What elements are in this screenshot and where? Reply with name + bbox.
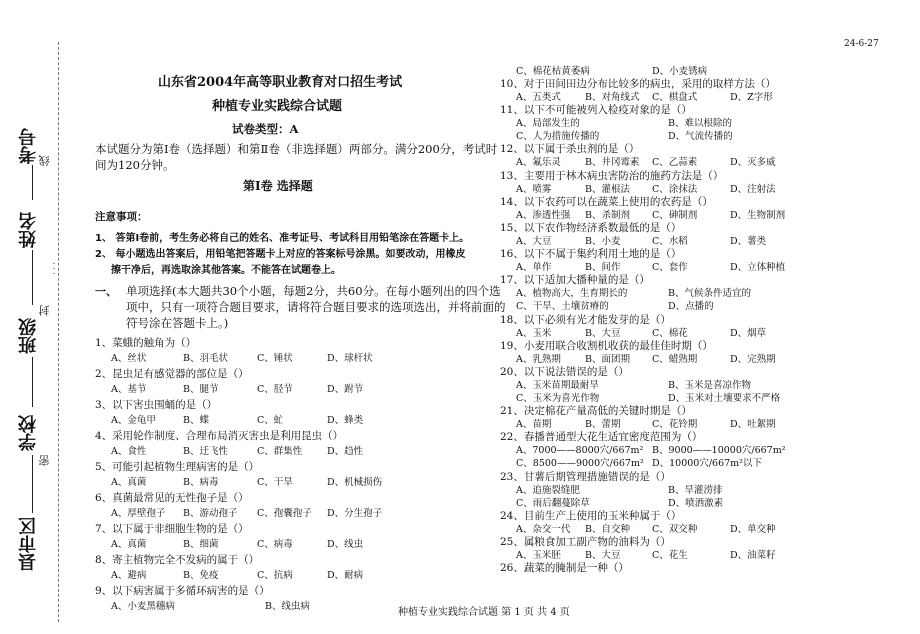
field-underline — [32, 455, 33, 513]
option: A、小麦黑穗病 — [111, 601, 175, 612]
option: D、线虫 — [327, 539, 364, 550]
option: C、套作 — [652, 262, 688, 274]
seal-mark-secret: 密 — [38, 455, 51, 466]
option: A、乳熟期 — [516, 353, 561, 365]
question-stem: 11、以下不可能被列入检疫对象的是（） — [500, 104, 692, 117]
option: C、双交种 — [652, 523, 698, 535]
option: A、单作 — [516, 262, 552, 274]
question-stem: 24、目前生产上使用的玉米种属于（） — [500, 509, 682, 522]
option: B、蝶 — [183, 415, 209, 426]
part-instruction-2: 项中，只有一项符合题目要求，请将符合题目要求的选项选出，并将前面的 — [126, 300, 506, 314]
option: C、干旱 — [257, 477, 293, 488]
option: C、水稻 — [652, 236, 688, 247]
option: A、杂交一代 — [516, 523, 571, 535]
notice-1: 1、 答第Ⅰ卷前，考生务必将自己的姓名、准考证号、考试科目用铅笔涂在答题卡上。 — [95, 233, 470, 244]
print-date: 24-6-27 — [844, 39, 879, 49]
option: D、球杆状 — [327, 353, 373, 364]
question-stem: 3、以下害虫围蛹的是（） — [95, 399, 218, 411]
option: A、氟乐灵 — [516, 157, 561, 169]
option: C、棋盘式 — [652, 92, 698, 103]
option: C、病毒 — [257, 539, 293, 550]
option: D、立体种植 — [730, 262, 786, 274]
option: B、面团期 — [585, 353, 630, 365]
question-stem: 9、以下病害属于多循环病害的是（） — [95, 585, 270, 597]
option: A、真菌 — [111, 539, 147, 550]
question-stem: 26、蔬菜的腌制是一种（） — [500, 562, 629, 575]
option: A、局部发生的 — [516, 118, 580, 130]
option: A、渗透性强 — [516, 209, 571, 221]
question-stem: 14、以下农药可以在蔬菜上使用的农药是（） — [500, 195, 713, 208]
field-school: 学校 — [18, 415, 39, 451]
paper-type: 试卷类型：A — [232, 122, 299, 136]
binding-dashed-line — [58, 42, 59, 622]
part-instruction-3: 符号涂在答题卡上。) — [126, 316, 229, 330]
option: D、注射法 — [730, 183, 776, 195]
option: A、基节 — [111, 384, 147, 395]
option: D、烟草 — [730, 327, 767, 339]
option: C、人为措施传播的 — [516, 131, 600, 143]
option: A、玉米苗期最耐旱 — [516, 380, 599, 391]
option: C、花生 — [652, 550, 688, 561]
question-stem: 5、可能引起植物生理病害的是（） — [95, 461, 260, 473]
question-stem: 15、以下农作物经济系数最低的是（） — [500, 222, 682, 234]
option: D、单交种 — [730, 523, 776, 535]
option: A、大豆 — [516, 236, 552, 247]
option: A、植物高大，生育期长的 — [516, 288, 628, 300]
field-county: 县市区 — [18, 517, 39, 571]
option: B、小麦 — [585, 236, 621, 247]
option: B、迁飞性 — [183, 446, 228, 457]
option: D、机械损伤 — [327, 477, 383, 488]
option: D、点播的 — [668, 301, 714, 313]
option: B、游动孢子 — [183, 508, 238, 519]
option: D、耐病 — [327, 570, 364, 581]
dots: · · · — [50, 262, 59, 275]
option: D、跗节 — [327, 384, 364, 395]
option: A、食性 — [111, 446, 147, 457]
option: C、砷制剂 — [652, 209, 698, 221]
option: C、胫节 — [257, 384, 293, 395]
option: C、蜡熟期 — [652, 353, 698, 365]
part-number: 一、 — [95, 285, 117, 298]
field-exam-number: 考号 — [18, 128, 39, 164]
part-instruction-1: 单项选择(本大题共30个小题，每题2分，共60分。在每小题列出的四个选 — [126, 284, 501, 298]
notice-2: 2、 每小题选出答案后，用铅笔把答题卡上对应的答案标号涂黑。如要改动，用橡皮 — [95, 249, 466, 260]
option: C、干旱、土壤贫瘠的 — [516, 301, 609, 313]
option: C、雨后翻蔓除草 — [516, 497, 590, 509]
option: B、间作 — [585, 262, 621, 274]
question-stem: 2、昆虫足有感觉器的部位是（） — [95, 368, 249, 380]
option: B、免疫 — [183, 570, 219, 581]
field-class: 班级 — [18, 318, 39, 354]
option: D、气流传播的 — [668, 131, 733, 143]
option: A、追施裂缝肥 — [516, 484, 580, 496]
question-stem: 20、以下说法错误的是（） — [500, 366, 629, 378]
seal-mark-line: 线 — [38, 155, 51, 166]
field-underline — [32, 357, 33, 407]
option: B、对角线式 — [585, 92, 640, 103]
option: A、五类式 — [516, 92, 561, 103]
option: A、避病 — [111, 570, 147, 581]
question-stem: 18、以下必须有光才能发芽的是（） — [500, 313, 671, 326]
option: A、丝状 — [111, 353, 147, 364]
page-footer: 种植专业实践综合试题 第 1 页 共 4 页 — [398, 607, 570, 618]
question-stem: 16、以下不属于集约利用土地的是（） — [500, 248, 682, 261]
question-stem: 7、以下属于非细胞生物的是（） — [95, 523, 249, 535]
question-stem: 19、小麦用联合收割机收获的最佳佳时期（） — [500, 339, 713, 352]
option: D、玉米对土壤要求不严格 — [668, 393, 781, 404]
question-stem: 4、采用轮作制度、合理布局消灭害虫是利用昆虫（） — [95, 430, 344, 442]
q9-option-c: C、棉花枯黄萎病 — [516, 66, 590, 77]
option: B、细菌 — [183, 539, 219, 550]
question-stem: 25、属粮食加工副产物的油料为（） — [500, 536, 671, 548]
field-underline — [32, 250, 33, 305]
option: D、生物制剂 — [730, 209, 786, 221]
option: B、9000——10000穴/667m² — [652, 445, 786, 457]
option: A、苗期 — [516, 419, 552, 431]
option: B、病毒 — [183, 477, 219, 488]
option: C、抗病 — [257, 570, 293, 581]
field-underline — [32, 165, 33, 200]
option: C、8500——9000穴/667m² — [516, 458, 644, 470]
option: B、蕾期 — [585, 419, 621, 431]
option: D、分生孢子 — [327, 508, 383, 519]
option: B、腿节 — [183, 384, 219, 395]
option: B、线虫病 — [265, 601, 310, 612]
option: C、群集性 — [257, 446, 303, 457]
notice-2-cont: 擦干净后，再选取涂其他答案。不能答在试题卷上。 — [111, 265, 341, 276]
option: A、真菌 — [111, 477, 147, 488]
option: B、大豆 — [585, 550, 621, 561]
option: C、涂抹法 — [652, 183, 698, 195]
option: D、薯类 — [730, 236, 767, 247]
option: D、蜂类 — [327, 415, 364, 426]
option: C、孢囊孢子 — [257, 508, 312, 519]
option: B、玉米是喜凉作物 — [668, 380, 751, 391]
option: B、灌根法 — [585, 183, 630, 195]
option: B、大豆 — [585, 327, 621, 339]
question-stem: 22、春播普通型大花生适宜密度范围为（） — [500, 431, 703, 444]
option: D、Z字形 — [730, 92, 773, 103]
q9-option-d: D、小麦锈病 — [652, 66, 708, 77]
question-stem: 1、菜蛾的触角为（） — [95, 337, 197, 349]
option: D、油菜籽 — [730, 550, 776, 561]
option: D、趋性 — [327, 446, 364, 457]
intro-line-2: 间为120分钟。 — [95, 158, 175, 172]
question-stem: 23、甘薯后期管理措施错误的是（） — [500, 470, 671, 483]
option: A、厚壁孢子 — [111, 508, 166, 519]
option: D、喷洒激素 — [668, 497, 724, 509]
option: A、金龟甲 — [111, 415, 156, 426]
option: B、旱灌涝排 — [668, 484, 723, 496]
option: C、棉花 — [652, 327, 688, 339]
question-stem: 17、以下适加大播种量的是（） — [500, 274, 650, 287]
section-heading: 第Ⅰ卷 选择题 — [243, 179, 313, 193]
option: D、完熟期 — [730, 353, 776, 365]
option: D、灭多威 — [730, 157, 776, 169]
question-stem: 21、决定棉花产量高低的关键时期是（） — [500, 405, 692, 418]
intro-line-1: 本试题分为第Ⅰ卷（选择题）和第Ⅱ卷（非选择题）两部分。满分200分，考试时 — [95, 142, 498, 156]
option: B、难以根除的 — [668, 118, 732, 130]
option: B、井冈霉素 — [585, 157, 640, 169]
option: C、虻 — [257, 415, 284, 426]
question-stem: 12、以下属于杀虫剂的是（） — [500, 143, 640, 156]
option: C、玉米为喜光作物 — [516, 393, 600, 404]
option: A、7000——8000穴/667m² — [516, 445, 644, 457]
question-stem: 13、主要用于林木病虫害防治的施药方法是（） — [500, 169, 724, 182]
option: D、吐絮期 — [730, 419, 776, 431]
option: A、玉米 — [516, 327, 552, 339]
option: B、杀制剂 — [585, 209, 630, 221]
exam-title: 山东省2004年高等职业教育对口招生考试 — [158, 75, 403, 90]
option: A、喷雾 — [516, 183, 552, 195]
exam-subtitle: 种植专业实践综合试题 — [212, 99, 343, 114]
notice-heading: 注意事项： — [95, 211, 148, 223]
question-stem: 10、对于田间田边分布比较多的病虫，采用的取样方法（） — [500, 78, 776, 90]
option: B、气候条件适宜的 — [668, 288, 751, 300]
question-stem: 6、真菌最常见的无性孢子是（） — [95, 492, 249, 504]
option: C、乙蒜素 — [652, 157, 698, 169]
question-stem: 8、寄主植物完全不发病的属于（） — [95, 554, 260, 566]
option: B、羽毛状 — [183, 353, 228, 364]
field-name: 姓名 — [18, 212, 39, 248]
seal-mark-seal: 封 — [38, 305, 51, 316]
option: B、自交种 — [585, 523, 630, 535]
option: C、花铃期 — [652, 419, 698, 431]
option: C、锤状 — [257, 353, 293, 364]
option: D、10000穴/667m²以下 — [652, 458, 762, 470]
option: A、玉米胚 — [516, 550, 561, 561]
